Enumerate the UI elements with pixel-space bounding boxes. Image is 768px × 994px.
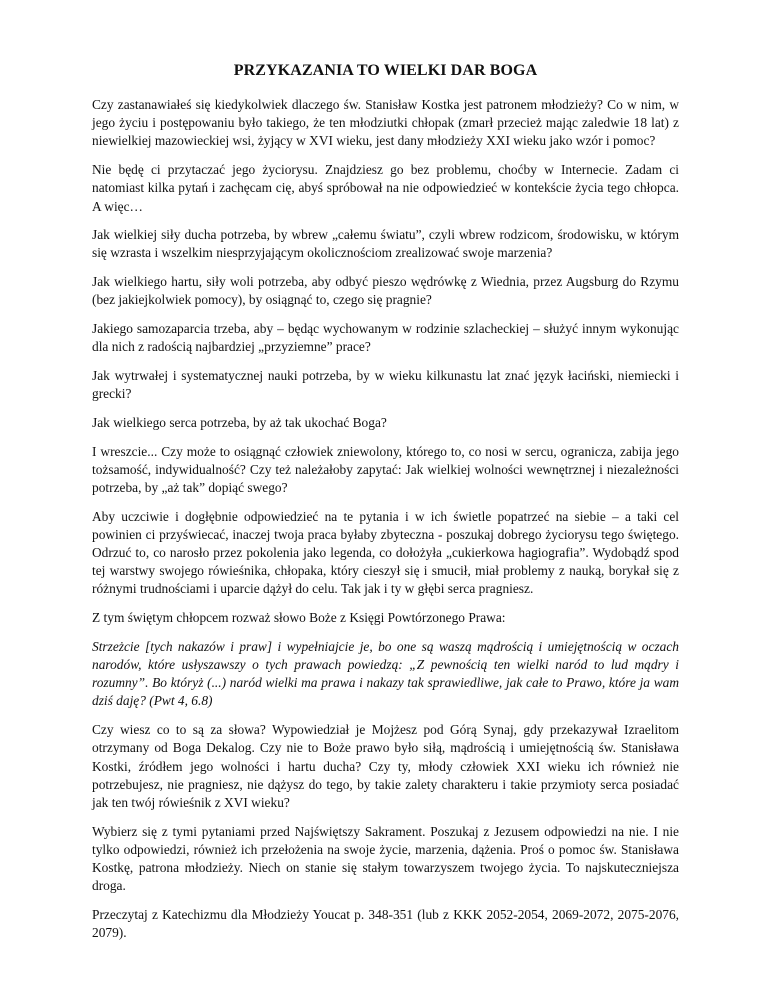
document-title: PRZYKAZANIA TO WIELKI DAR BOGA (233, 62, 538, 79)
paragraph-question-heart: Jak wielkiego serca potrzeba, by aż tak ukochać Boga? (92, 414, 387, 430)
paragraph-sacrament: Wybierz się z tymi pytaniami przed Najświętszy Sakrament. Poszukaj z Jezusem odpowiedzi na nie. I nie tylko odpowiedzi, również ich przełożenia na swoje życie, marzenia, dążenia. Proś o pomoc św. Stanisława Kostkę, patrona młodzieży. Niech on stanie się stałym towarzyszem twojego życia. To najskuteczniejsza droga. (92, 823, 679, 894)
paragraph-question-selfdenial: Jakiego samozaparcia trzeba, aby – będąc wychowanym w rodzinie szlacheckiej – służyć innym wykonując dla nich z radością najbardziej „przyziemne” prace? (92, 321, 679, 355)
paragraph-question-spirit: Jak wielkiej siły ducha potrzeba, by wbrew „całemu światu”, czyli wbrew rodzicom, środowisku, w którym się wzrasta i wszelkim niesprzyjającym okolicznościom zrealizować swoje marzenia? (92, 227, 679, 261)
paragraph-answer-honestly: Aby uczciwie i dogłębnie odpowiedzieć na te pytania i w ich świetle popatrzeć na siebie – a taki cel powinien ci przyświecać, inaczej twoja praca byłaby zbyteczna - poszukaj dobrego życiorysu tego świętego. Odrzuć to, co narosło przez pokolenia jako legenda, co dołożyła „cukierkowa hagiografia”. Wydobądź spod tej warstwy swojego rówieśnika, chłopaka, który cieszył się i smucił, miał problemy z nauką, borykał się z różnymi trudnościami i uparcie dążył do celu. Tak jak i ty w głębi serca pragniesz. (92, 508, 679, 597)
paragraph-question-freedom: I wreszcie... Czy może to osiągnąć człowiek zniewolony, którego to, co nosi w sercu, ogranicza, zabija jego tożsamość, indywidualność? Czy też należałoby zapytać: Jak wielkiej wolności wewnętrznej i niezależności potrzeba, by „aż tak” dopiąć swego? (92, 443, 679, 495)
paragraph-question-learning: Jak wytrwałej i systematycznej nauki potrzeba, by w wieku kilkunastu lat znać język łaciński, niemiecki i grecki? (92, 367, 679, 402)
paragraph-intro: Czy zastanawiałeś się kiedykolwiek dlaczego św. Stanisław Kostka jest patronem młodzieży? Co w nim, w jego życiu i postępowaniu było takiego, że ten młodziutki chłopak (zmarł przecież mając zaledwie 18 lat) z niewielkiej mazowieckiej wsi, żyjący w XVI wieku, jest dany młodzieży XXI wieku jako wzór i pomoc? (92, 97, 679, 149)
paragraph-catechism: Przeczytaj z Katechizmu dla Młodzieży Youcat p. 348-351 (lub z KKK 2052-2054, 2069-2072, 2075-2076, 2079). (92, 907, 679, 941)
paragraph-biography: Nie będę ci przytaczać jego życiorysu. Znajdziesz go bez problemu, choćby w Internecie. Zadam ci natomiast kilka pytań i zachęcam cię, abyś spróbował na nie odpowiedzieć w kontekście życia tego chłopca. A więc… (92, 162, 679, 214)
paragraph-scripture-intro: Z tym świętym chłopcem rozważ słowo Boże z Księgi Powtórzonego Prawa: (92, 610, 506, 626)
paragraph-question-will: Jak wielkiego hartu, siły woli potrzeba, aby odbyć pieszo wędrówkę z Wiednia, przez Augsburg do Rzymu (bez jakiejkolwiek pomocy), by osiągnąć to, czego się pragnie? (92, 274, 679, 308)
paragraph-scripture-quote: Strzeżcie [tych nakazów i praw] i wypełniajcie je, bo one są waszą mądrością i umiejętnością w oczach narodów, które usłyszawszy o tych prawach powiedzą: „Z pewnością ten wielki naród to lud mądry i rozumny”. Bo któryż (...) naród wielki ma prawa i nakazy tak sprawiedliwe, jak całe to Prawo, które ja wam dziś daję? (Pwt 4, 6.8) (92, 638, 679, 709)
document-page (92, 62, 679, 953)
paragraph-decalogue: Czy wiesz co to są za słowa? Wypowiedział je Mojżesz pod Górą Synaj, gdy przekazywał Izraelitom otrzymany od Boga Dekalog. Czy nie to Boże prawo było siłą, mądrością i umiejętnością św. Stanisława Kostki, źródłem jego wolności i hartu ducha? Czy ty, młody człowiek XXI wieku ich również nie potrzebujesz, nie pragniesz, nie dążysz do tego, by takie zalety charakteru i takie przymioty serca posiadać jak ten twój rówieśnik z XVI wieku? (92, 722, 679, 810)
